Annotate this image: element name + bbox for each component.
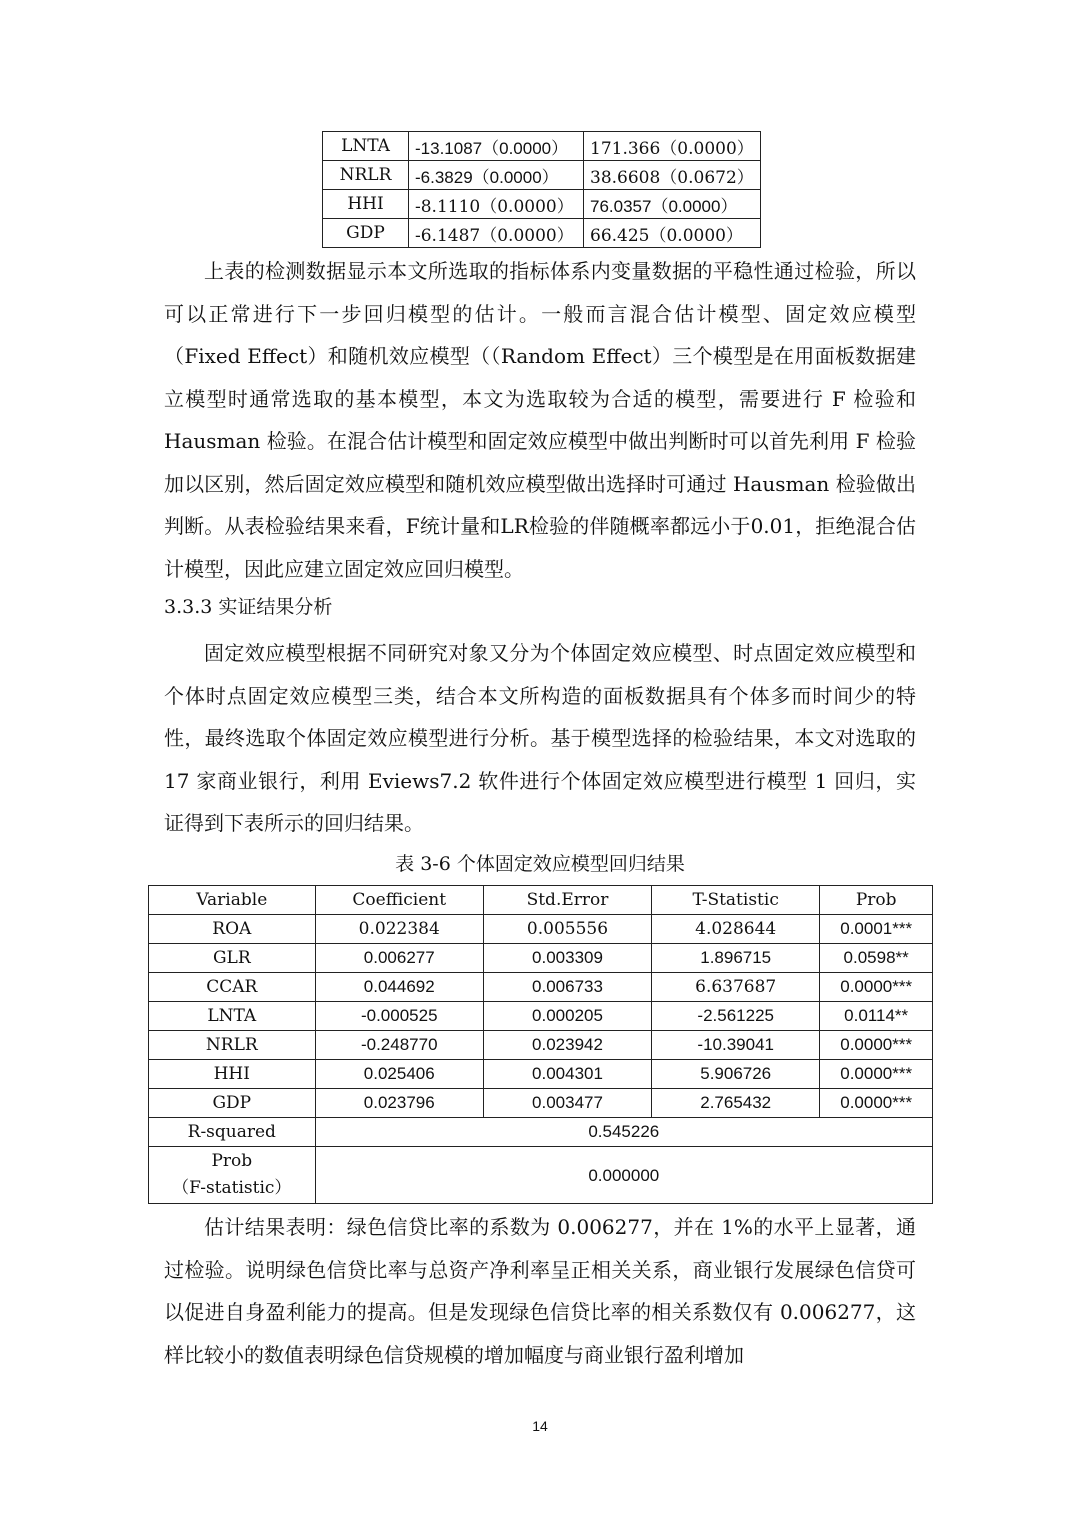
- column-header: Prob: [820, 886, 933, 915]
- coefficient-cell: 0.006277: [315, 944, 483, 973]
- t-statistic-cell: 4.028644: [652, 915, 820, 944]
- coefficient-cell: 0.025406: [315, 1060, 483, 1089]
- prob-cell: 0.0114**: [820, 1002, 933, 1031]
- table-row: [149, 1002, 933, 1031]
- table-row: [323, 219, 761, 248]
- prob-f-label-line2: （F-statistic）: [172, 1178, 292, 1198]
- table-row: [323, 161, 761, 190]
- variable-cell: HHI: [149, 1060, 316, 1089]
- column-header: Variable: [149, 886, 316, 915]
- t-statistic-cell: -2.561225: [652, 1002, 820, 1031]
- prob-f-value: 0.000000: [315, 1147, 932, 1204]
- paragraph-text: 固定效应模型根据不同研究对象又分为个体固定效应模型、时点固定效应模型和个体时点固定效应模型三类，结合本文所构造的面板数据具有个体多而时间少的特性，最终选取个体固定效应模型进行分析。基于模型选择的检验结果，本文对选取的 17 家商业银行，利用 Eviews7.2 软件进行个体固定效应模型进行模型 1 回归，实证得到下表所示的回归结果。: [164, 641, 916, 835]
- prob-cell: 0.0000***: [820, 973, 933, 1002]
- std-error-cell: 0.003477: [483, 1089, 651, 1118]
- table-row: [149, 1031, 933, 1060]
- table-row: [149, 915, 933, 944]
- std-error-cell: 0.023942: [483, 1031, 651, 1060]
- body-paragraph-2: [164, 632, 916, 845]
- table-row: [149, 973, 933, 1002]
- paragraph-text: 估计结果表明：绿色信贷比率的系数为 0.006277，并在 1%的水平上显著，通过检验。说明绿色信贷比率与总资产净利率呈正相关关系，商业银行发展绿色信贷可以促进自身盈利能力的提高。但是发现绿色信贷比率的相关系数仅有 0.006277，这样比较小的数值表明绿色信贷规模的增加幅度与商业银行盈利增加: [164, 1215, 916, 1367]
- stat-cell: 171.366（0.0000）: [584, 132, 761, 161]
- variable-cell: CCAR: [149, 973, 316, 1002]
- column-header: T-Statistic: [652, 886, 820, 915]
- coefficient-cell: 0.022384: [315, 915, 483, 944]
- r-squared-value: 0.545226: [315, 1118, 932, 1147]
- t-statistic-cell: 5.906726: [652, 1060, 820, 1089]
- table-row: [323, 190, 761, 219]
- t-statistic-cell: 2.765432: [652, 1089, 820, 1118]
- regression-results-table: [148, 885, 933, 1204]
- variable-cell: HHI: [323, 190, 409, 219]
- variable-cell: NRLR: [323, 161, 409, 190]
- prob-cell: 0.0000***: [820, 1060, 933, 1089]
- table-header-row: [149, 886, 933, 915]
- variable-cell: GLR: [149, 944, 316, 973]
- variable-cell: ROA: [149, 915, 316, 944]
- r-squared-label: R-squared: [149, 1118, 316, 1147]
- table-row: [323, 132, 761, 161]
- unit-root-test-table: [322, 131, 761, 248]
- stat-cell: 76.0357（0.0000）: [584, 190, 761, 219]
- std-error-cell: 0.003309: [483, 944, 651, 973]
- prob-f-label: [149, 1147, 316, 1204]
- variable-cell: LNTA: [323, 132, 409, 161]
- prob-cell: 0.0001***: [820, 915, 933, 944]
- stat-cell: 66.425（0.0000）: [584, 219, 761, 248]
- std-error-cell: 0.005556: [483, 915, 651, 944]
- prob-f-row: [149, 1147, 933, 1204]
- table-row: [149, 1060, 933, 1089]
- variable-cell: LNTA: [149, 1002, 316, 1031]
- std-error-cell: 0.004301: [483, 1060, 651, 1089]
- r-squared-row: [149, 1118, 933, 1147]
- paragraph-text: 上表的检测数据显示本文所选取的指标体系内变量数据的平稳性通过检验，所以可以正常进行下一步回归模型的估计。一般而言混合估计模型、固定效应模型（Fixed Effect）和随机效应模型（（Random Effect）三个模型是在用面板数据建立模型时通常选取的基本模型，本文为选取较为合适的模型，需要进行 F 检验和 Hausman 检验。在混合估计模型和固定效应模型中做出判断时可以首先利用 F 检验加以区别，然后固定效应模型和随机效应模型做出选择时可通过 Hausman 检验做出判断。从表检验结果来看，F统计量和LR检验的伴随概率都远小于0.01，拒绝混合估计模型，因此应建立固定效应回归模型。: [164, 259, 916, 581]
- stat-cell: -6.1487（0.0000）: [409, 219, 584, 248]
- column-header: Std.Error: [483, 886, 651, 915]
- coefficient-cell: 0.044692: [315, 973, 483, 1002]
- stat-cell: 38.6608（0.0672）: [584, 161, 761, 190]
- variable-cell: NRLR: [149, 1031, 316, 1060]
- stat-cell: -8.1110（0.0000）: [409, 190, 584, 219]
- section-heading: 3.3.3 实证结果分析: [164, 596, 333, 618]
- table-row: [149, 944, 933, 973]
- prob-cell: 0.0000***: [820, 1089, 933, 1118]
- page-number: 14: [532, 1418, 548, 1434]
- t-statistic-cell: 6.637687: [652, 973, 820, 1002]
- coefficient-cell: -0.000525: [315, 1002, 483, 1031]
- body-paragraph-1: [164, 250, 916, 590]
- stat-cell: -6.3829（0.0000）: [409, 161, 584, 190]
- stat-cell: -13.1087（0.0000）: [409, 132, 584, 161]
- coefficient-cell: -0.248770: [315, 1031, 483, 1060]
- t-statistic-cell: 1.896715: [652, 944, 820, 973]
- t-statistic-cell: -10.39041: [652, 1031, 820, 1060]
- column-header: Coefficient: [315, 886, 483, 915]
- std-error-cell: 0.000205: [483, 1002, 651, 1031]
- table-caption: 表 3-6 个体固定效应模型回归结果: [395, 853, 685, 875]
- table-row: [149, 1089, 933, 1118]
- prob-cell: 0.0000***: [820, 1031, 933, 1060]
- std-error-cell: 0.006733: [483, 973, 651, 1002]
- coefficient-cell: 0.023796: [315, 1089, 483, 1118]
- variable-cell: GDP: [149, 1089, 316, 1118]
- prob-f-label-line1: Prob: [211, 1151, 253, 1171]
- prob-cell: 0.0598**: [820, 944, 933, 973]
- variable-cell: GDP: [323, 219, 409, 248]
- body-paragraph-3: [164, 1206, 916, 1376]
